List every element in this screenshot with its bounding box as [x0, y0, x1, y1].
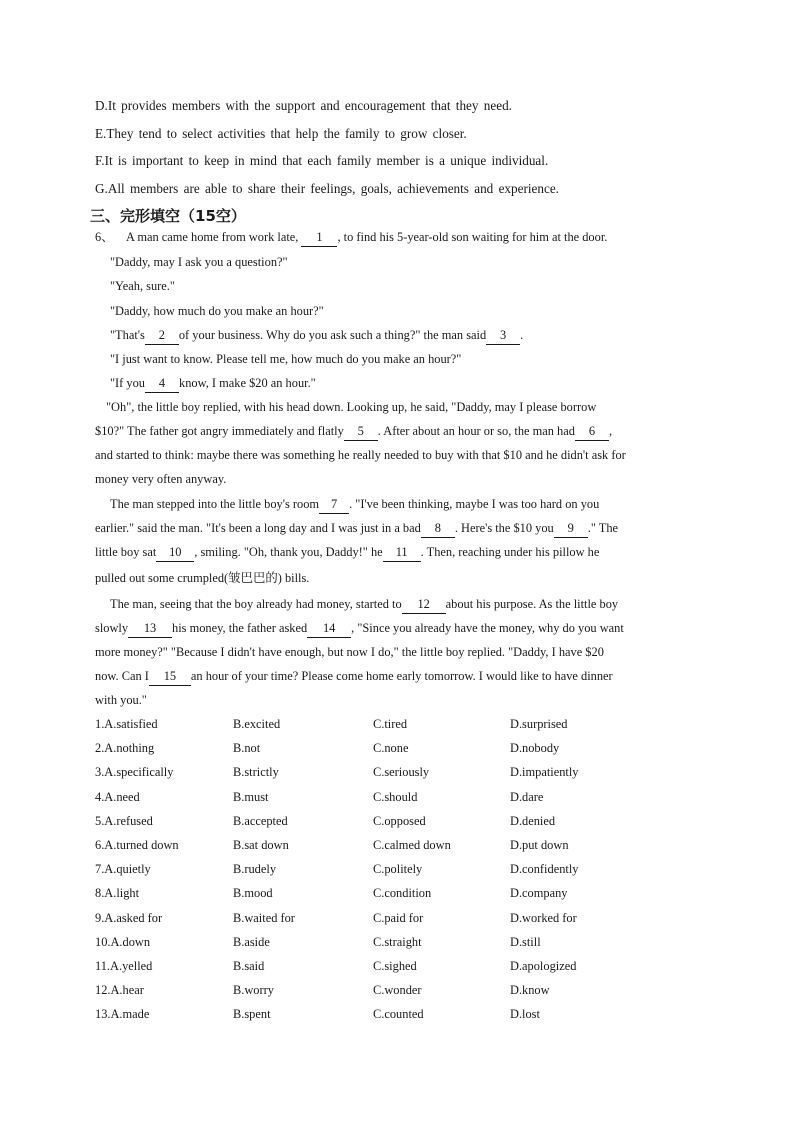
choice-option-c: C.should — [373, 789, 418, 804]
text: . Then, reaching under his pillow he — [420, 545, 600, 559]
passage-line — [110, 324, 523, 346]
text: The man stepped into the little boy's room — [110, 497, 320, 511]
passage-line: "Daddy, may I ask you a question?" — [110, 255, 288, 269]
blank-13: 13 — [128, 619, 172, 638]
text: his money, the father asked — [172, 621, 308, 635]
blank-11: 11 — [383, 543, 421, 562]
choice-option-c: C.calmed down — [373, 838, 451, 852]
text: of your business. Why do you ask such a thing?" the man said — [178, 328, 487, 342]
choice-option-a: 11.A.yelled — [95, 959, 153, 973]
choice-option-a: 7.A.quietly — [95, 862, 151, 877]
choice-option-d: D.know — [510, 983, 550, 998]
choice-option-b: B.aside — [233, 934, 270, 949]
choice-option-a: 13.A.made — [95, 1007, 150, 1022]
choice-option-c: C.condition — [373, 886, 432, 901]
choice-option-d: D.company — [510, 886, 568, 901]
text: little boy sat — [95, 545, 157, 559]
choice-option-c: C.wonder — [373, 983, 422, 998]
choice-option-a: 5.A.refused — [95, 813, 153, 828]
option-e: E.They tend to select activities that help the family to grow closer. — [95, 126, 467, 141]
choice-option-c: C.none — [373, 741, 409, 756]
text: now. Can I — [95, 669, 149, 683]
text: . "I've been thinking, maybe I was too hard on you — [349, 497, 600, 511]
passage-line: with you." — [95, 693, 147, 707]
choice-option-c: C.tired — [373, 717, 408, 731]
choice-option-d: D.worked for — [510, 910, 577, 925]
text: , "Since you already have the money, why do you want — [351, 621, 624, 635]
option-d: D.It provides members with the support and encouragement that they need. — [95, 98, 512, 113]
choice-option-a: 8.A.light — [95, 886, 140, 901]
choice-option-b: B.waited for — [233, 910, 295, 925]
passage-line: "I just want to know. Please tell me, how much do you make an hour?" — [110, 352, 462, 366]
passage-line: more money?" "Because I didn't have enough, but now I do," the little boy replied. "Daddy, I have $20 — [95, 645, 604, 659]
choice-option-d: D.nobody — [510, 741, 560, 756]
text: "If you — [110, 376, 145, 390]
choice-option-a: 2.A.nothing — [95, 741, 155, 756]
choice-option-c: C.counted — [373, 1007, 424, 1022]
choice-option-b: B.sat down — [233, 838, 289, 852]
passage-line: money very often anyway. — [95, 472, 227, 486]
choice-option-b: B.worry — [233, 983, 274, 998]
blank-9: 9 — [554, 519, 588, 538]
choice-option-a: 4.A.need — [95, 789, 140, 804]
choice-option-d: D.still — [510, 934, 541, 949]
passage-line — [95, 541, 599, 563]
option-g: G.All members are able to share their feelings, goals, achievements and experience. — [95, 181, 559, 196]
blank-7: 7 — [319, 495, 349, 514]
text: $10?" The father got angry immediately and flatly — [95, 424, 344, 438]
passage-line — [110, 372, 316, 394]
choice-option-a: 6.A.turned down — [95, 838, 179, 852]
choice-option-c: C.straight — [373, 934, 422, 949]
section-heading: 三、完形填空（15空） — [90, 207, 246, 225]
choice-option-d: D.apologized — [510, 959, 577, 973]
choice-option-b: B.spent — [233, 1007, 271, 1022]
choice-option-b: B.strictly — [233, 765, 279, 780]
passage-line: pulled out some crumpled(皱巴巴的) bills. — [95, 571, 310, 585]
choice-option-c: C.sighed — [373, 959, 417, 973]
blank-8: 8 — [421, 519, 455, 538]
choice-option-d: D.denied — [510, 813, 556, 828]
text: , smiling. "Oh, thank you, Daddy!" he — [194, 545, 383, 559]
blank-1: 1 — [301, 228, 337, 247]
choice-option-b: B.must — [233, 789, 269, 804]
blank-4: 4 — [145, 374, 179, 393]
passage-line — [110, 493, 599, 515]
text: , — [608, 424, 613, 438]
passage-line: "Oh", the little boy replied, with his head down. Looking up, he said, "Daddy, may I please borrow — [106, 400, 597, 414]
text: an hour of your time? Please come home early tomorrow. I would like to have dinner — [190, 669, 613, 683]
passage-line: "Yeah, sure." — [110, 279, 175, 293]
choice-option-c: C.politely — [373, 862, 423, 877]
choice-option-a: 12.A.hear — [95, 983, 144, 998]
text: 6、 A man came home from work late, — [95, 230, 302, 244]
passage-line — [95, 517, 618, 539]
choice-option-d: D.surprised — [510, 717, 568, 731]
choice-option-c: C.paid for — [373, 910, 424, 925]
text: . — [520, 328, 524, 342]
choice-option-b: B.said — [233, 959, 265, 973]
blank-6: 6 — [575, 422, 609, 441]
text: earlier." said the man. "It's been a long day and I was just in a bad — [95, 521, 421, 535]
blank-12: 12 — [402, 595, 446, 614]
choice-option-d: D.confidently — [510, 862, 579, 877]
passage-line — [110, 593, 618, 615]
text: . After about an hour or so, the man had — [377, 424, 575, 438]
passage-line — [95, 420, 612, 442]
blank-2: 2 — [145, 326, 179, 345]
choice-option-b: B.not — [233, 741, 261, 756]
passage-line — [95, 226, 607, 248]
choice-option-c: C.seriously — [373, 765, 430, 780]
blank-15: 15 — [149, 667, 191, 686]
blank-14: 14 — [307, 619, 351, 638]
choice-option-a: 9.A.asked for — [95, 910, 163, 925]
choice-option-a: 10.A.down — [95, 934, 151, 949]
choice-option-b: B.rudely — [233, 862, 277, 877]
choice-option-b: B.excited — [233, 717, 281, 731]
option-f: F.It is important to keep in mind that each family member is a unique individual. — [95, 153, 549, 168]
choice-option-d: D.impatiently — [510, 765, 579, 780]
text: slowly — [95, 621, 129, 635]
text: "That's — [110, 328, 145, 342]
choice-option-c: C.opposed — [373, 813, 426, 828]
choice-option-a: 1.A.satisfied — [95, 717, 158, 731]
choice-option-b: B.accepted — [233, 813, 288, 828]
text: The man, seeing that the boy already had money, started to — [110, 597, 402, 611]
passage-line — [95, 617, 624, 639]
choice-option-d: D.put down — [510, 838, 569, 852]
choice-option-d: D.dare — [510, 789, 544, 804]
passage-line — [95, 665, 613, 687]
blank-10: 10 — [156, 543, 194, 562]
choice-option-b: B.mood — [233, 886, 273, 901]
passage-line: "Daddy, how much do you make an hour?" — [110, 304, 324, 318]
text: ." The — [587, 521, 619, 535]
blank-5: 5 — [344, 422, 378, 441]
text: know, I make $20 an hour." — [179, 376, 316, 390]
choice-option-a: 3.A.specifically — [95, 765, 174, 780]
choice-option-d: D.lost — [510, 1007, 540, 1022]
text: . Here's the $10 you — [454, 521, 554, 535]
passage-line: and started to think: maybe there was something he really needed to buy with that $10 and he didn't ask for — [95, 448, 626, 462]
text: about his purpose. As the little boy — [445, 597, 619, 611]
blank-3: 3 — [486, 326, 520, 345]
text: , to find his 5-year-old son waiting for him at the door. — [337, 230, 608, 244]
